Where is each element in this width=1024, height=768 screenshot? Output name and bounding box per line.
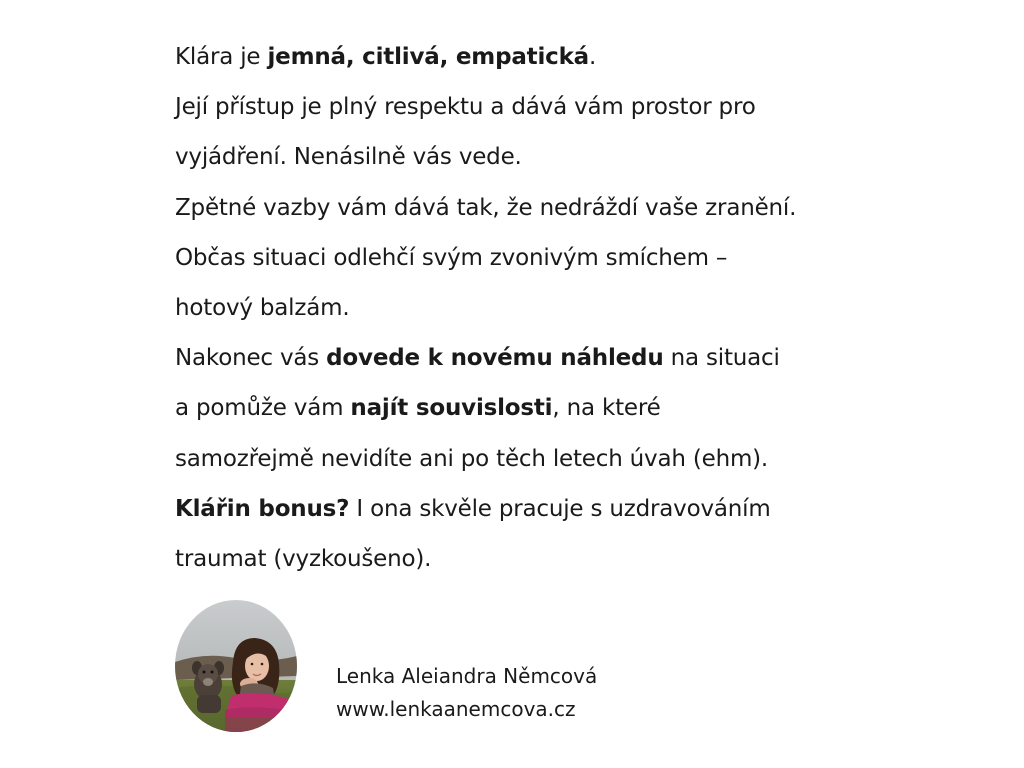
emphasis-text: dovede k novému náhledu <box>326 345 664 372</box>
body-text: na situaci <box>663 345 780 372</box>
testimonial-text <box>175 32 895 584</box>
author-name: Lenka Aleiandra Němcová <box>336 664 598 688</box>
author-website[interactable]: www.lenkaanemcova.cz <box>336 697 576 721</box>
author-block <box>175 600 775 732</box>
body-text: traumat (vyzkoušeno). <box>175 546 432 573</box>
body-text: Zpětné vazby vám dává tak, že nedráždí vaše zranění. <box>175 194 797 221</box>
testimonial-line <box>175 32 895 82</box>
emphasis-text: jemná, citlivá, empatická <box>267 44 589 70</box>
emphasis-text: najít souvislosti <box>350 395 553 422</box>
body-text: a pomůže vám <box>175 395 351 422</box>
body-text: Občas situaci odlehčí svým zvonivým smíchem – <box>175 244 728 271</box>
testimonial-line <box>175 233 895 283</box>
testimonial-line <box>175 333 895 383</box>
testimonial-line <box>175 534 895 584</box>
testimonial-line <box>175 183 895 233</box>
body-text: samozřejmě nevidíte ani po těch letech úvah (ehm). <box>175 445 769 472</box>
testimonial-line <box>175 82 895 132</box>
body-text: Klára je <box>175 44 268 70</box>
testimonial-line <box>175 434 895 484</box>
testimonial-line <box>175 383 895 433</box>
testimonial-line <box>175 132 895 182</box>
body-text: Její přístup je plný respektu a dává vám prostor pro <box>175 94 756 121</box>
body-text: vyjádření. Nenásilně vás vede. <box>175 144 522 171</box>
body-text: I ona skvěle pracuje s uzdravováním <box>349 495 771 522</box>
testimonial-line <box>175 484 895 534</box>
body-text: , na které <box>552 395 661 422</box>
testimonial-line <box>175 283 895 333</box>
body-text: Nakonec vás <box>175 345 327 372</box>
author-photo <box>175 600 297 732</box>
emphasis-text: Klářin bonus? <box>175 495 350 522</box>
body-text: . <box>589 44 597 70</box>
body-text: hotový balzám. <box>175 295 350 322</box>
